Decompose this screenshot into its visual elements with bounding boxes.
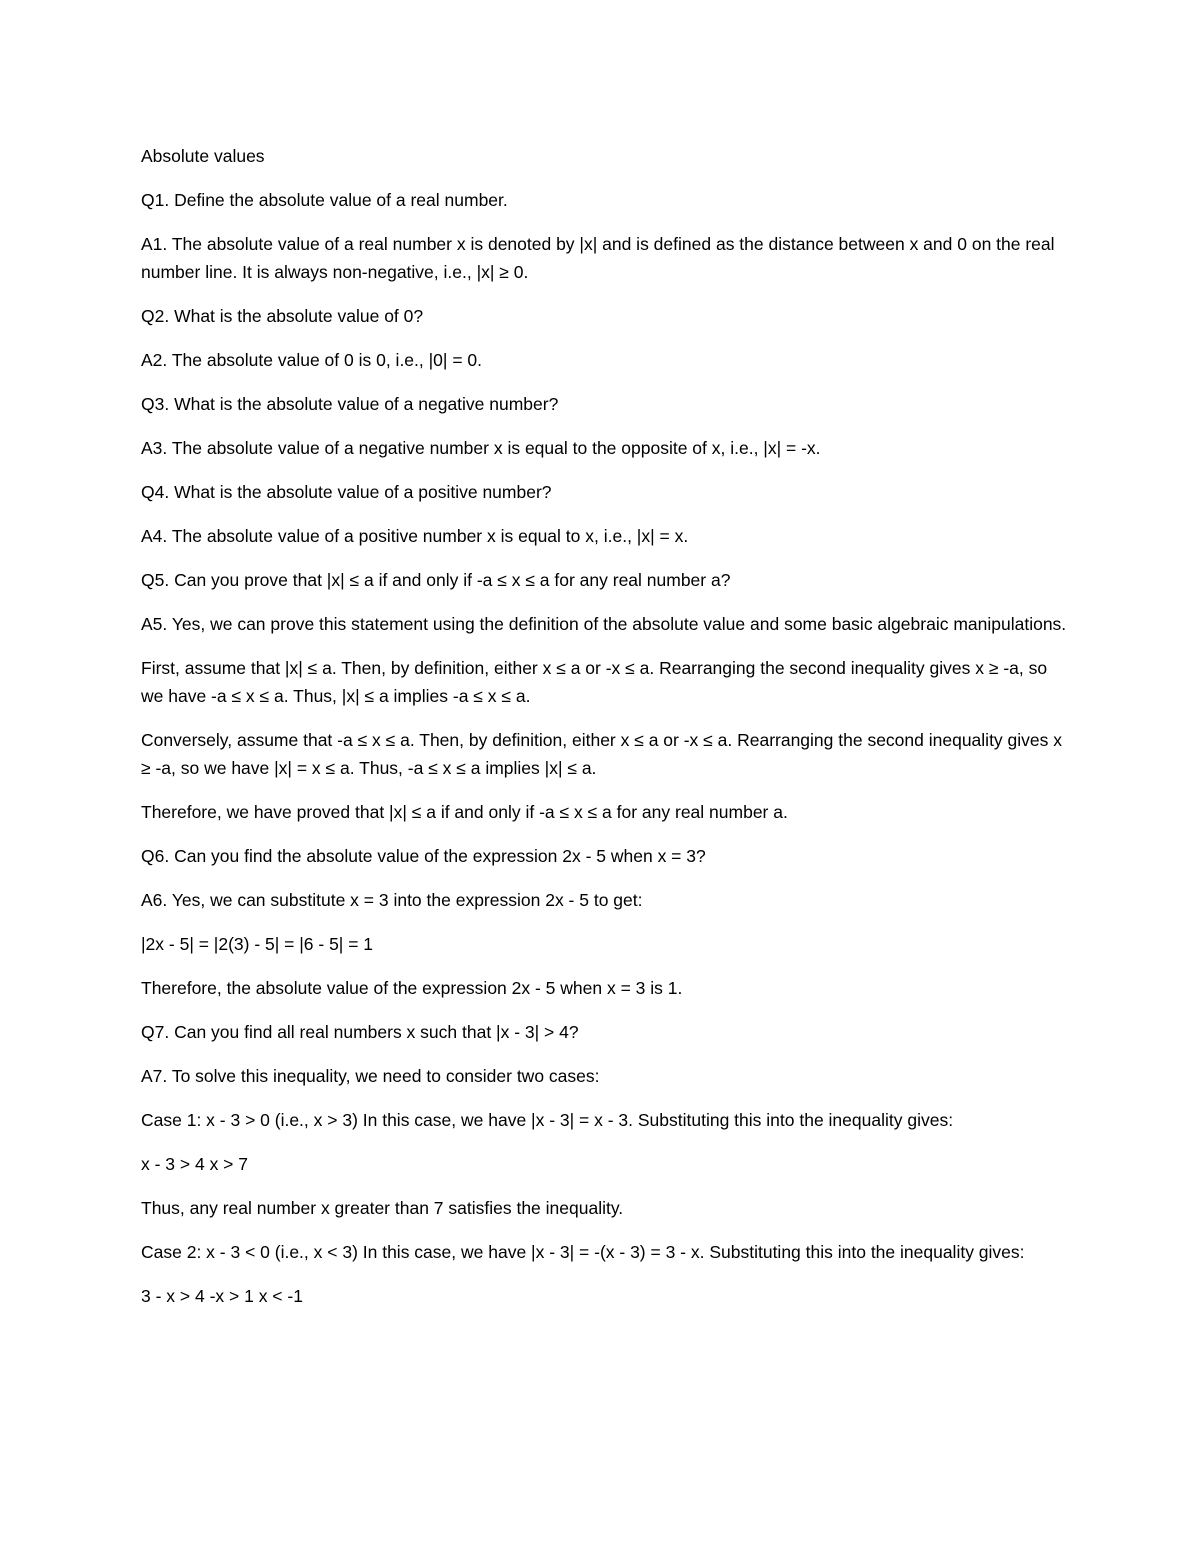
document-body — [141, 142, 1071, 1326]
question-1: Q1. Define the absolute value of a real number. — [141, 190, 508, 210]
question-3: Q3. What is the absolute value of a negative number? — [141, 394, 559, 414]
answer-5-part-1: First, assume that |x| ≤ a. Then, by definition, either x ≤ a or -x ≤ a. Rearranging the second inequality gives x ≥ -a, so we have -a ≤ x ≤ a. Thus, |x| ≤ a implies -a ≤ x ≤ a. — [141, 658, 1048, 706]
answer-7-case-2: Case 2: x - 3 < 0 (i.e., x < 3) In this case, we have |x - 3| = -(x - 3) = 3 - x. Substituting this into the inequality gives: — [141, 1242, 1025, 1262]
answer-3: A3. The absolute value of a negative number x is equal to the opposite of x, i.e., |x| = -x. — [141, 438, 821, 458]
question-4: Q4. What is the absolute value of a positive number? — [141, 482, 552, 502]
answer-7: A7. To solve this inequality, we need to consider two cases: — [141, 1066, 600, 1086]
answer-5: A5. Yes, we can prove this statement using the definition of the absolute value and some basic algebraic manipulations. — [141, 614, 1067, 634]
answer-2: A2. The absolute value of 0 is 0, i.e., |0| = 0. — [141, 350, 482, 370]
question-7: Q7. Can you find all real numbers x such that |x - 3| > 4? — [141, 1022, 579, 1042]
answer-7-case-2-work: 3 - x > 4 -x > 1 x < -1 — [141, 1286, 303, 1306]
answer-7-case-1: Case 1: x - 3 > 0 (i.e., x > 3) In this case, we have |x - 3| = x - 3. Substituting this into the inequality gives: — [141, 1110, 954, 1130]
answer-5-part-2: Conversely, assume that -a ≤ x ≤ a. Then, by definition, either x ≤ a or -x ≤ a. Rearranging the second inequality gives x ≥ -a, so we have |x| = x ≤ a. Thus, -a ≤ x ≤ a implies |x| ≤ a. — [141, 730, 1063, 778]
question-2: Q2. What is the absolute value of 0? — [141, 306, 424, 326]
answer-6: A6. Yes, we can substitute x = 3 into the expression 2x - 5 to get: — [141, 890, 643, 910]
answer-4: A4. The absolute value of a positive number x is equal to x, i.e., |x| = x. — [141, 526, 689, 546]
answer-7-case-1-work: x - 3 > 4 x > 7 — [141, 1154, 248, 1174]
question-5: Q5. Can you prove that |x| ≤ a if and only if -a ≤ x ≤ a for any real number a? — [141, 570, 731, 590]
document-title: Absolute values — [141, 146, 265, 166]
answer-6-computation: |2x - 5| = |2(3) - 5| = |6 - 5| = 1 — [141, 934, 374, 954]
answer-5-conclusion: Therefore, we have proved that |x| ≤ a if and only if -a ≤ x ≤ a for any real number a. — [141, 802, 788, 822]
question-6: Q6. Can you find the absolute value of the expression 2x - 5 when x = 3? — [141, 846, 706, 866]
answer-6-conclusion: Therefore, the absolute value of the expression 2x - 5 when x = 3 is 1. — [141, 978, 683, 998]
answer-1: A1. The absolute value of a real number x is denoted by |x| and is defined as the distance between x and 0 on the real number line. It is always non-negative, i.e., |x| ≥ 0. — [141, 234, 1055, 282]
answer-7-case-1-conclusion: Thus, any real number x greater than 7 satisfies the inequality. — [141, 1198, 624, 1218]
